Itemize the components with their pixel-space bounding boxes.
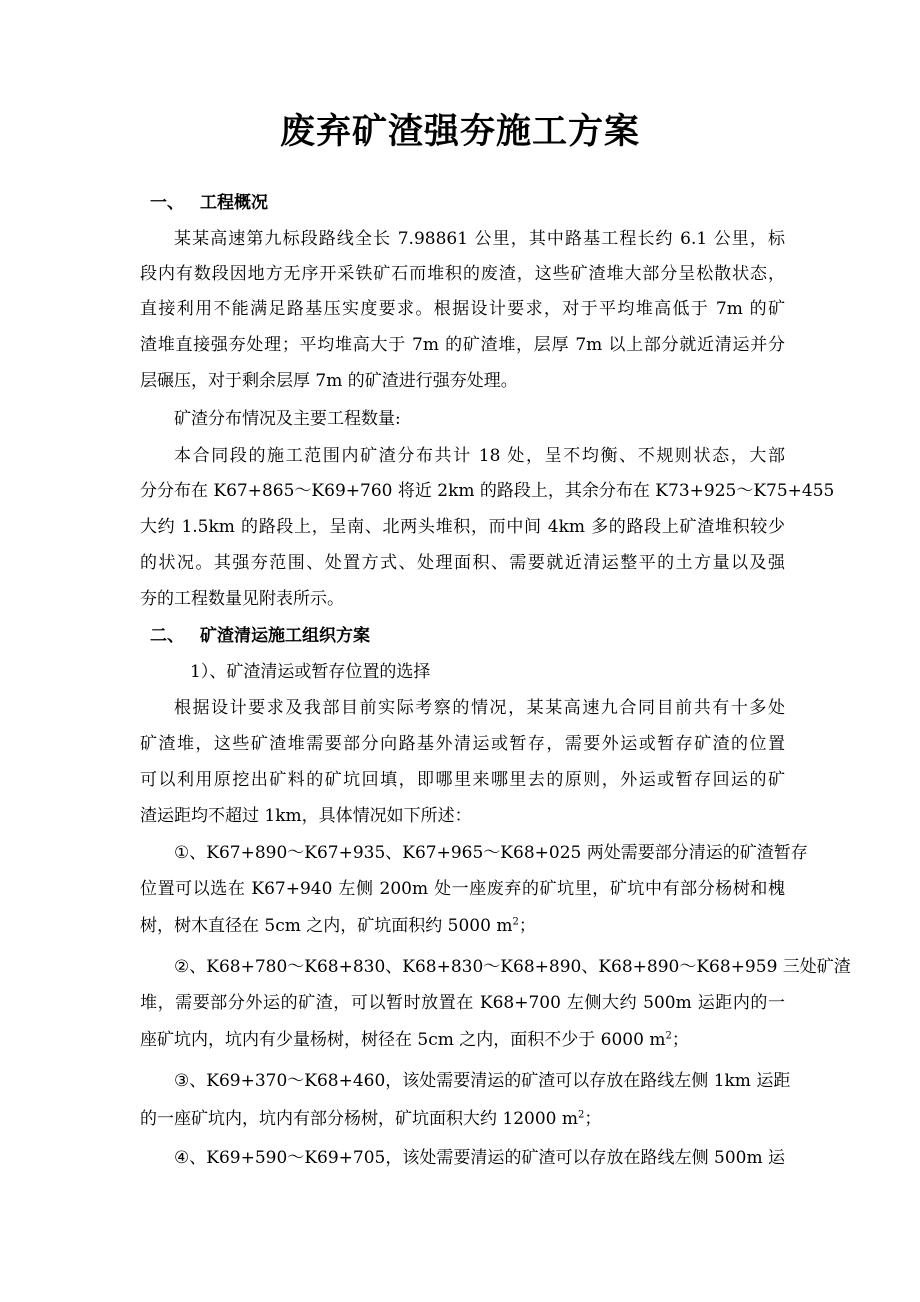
paragraph-line: ①、K67+890～K67+935、K67+965～K68+025 两处需要部分清运的矿渣暂存 xyxy=(174,843,808,863)
paragraph-line: ③、K69+370～K68+460，该处需要清运的矿渣可以存放在路线左侧 1km 运距 xyxy=(174,1071,791,1091)
paragraph-line: ②、K68+780～K68+830、K68+830～K68+890、K68+890～K68+959 三处矿渣 xyxy=(174,957,851,977)
section-number: 一、 xyxy=(150,193,184,213)
paragraph-line: 矿渣堆，这些矿渣堆需要部分向路基外清运或暂存，需要外运或暂存矿渣的位置 xyxy=(140,734,785,754)
section-number: 二、 xyxy=(150,626,184,646)
paragraph-line: 段内有数段因地方无序开采铁矿石而堆积的废渣，这些矿渣堆大部分呈松散状态， xyxy=(140,264,785,284)
paragraph-line: ④、K69+590～K69+705，该处需要清运的矿渣可以存放在路线左侧 500m 运 xyxy=(174,1148,785,1168)
paragraph-line: 可以利用原挖出矿料的矿坑回填，即哪里来哪里去的原则，外运或暂存回运的矿 xyxy=(140,770,785,790)
paragraph-line: 某某高速第九标段路线全长 7.98861 公里，其中路基工程长约 6.1 公里，标 xyxy=(174,229,785,249)
paragraph-line: 渣运距均不超过 1km，具体情况如下所述： xyxy=(140,806,472,826)
section-label: 工程概况 xyxy=(200,193,268,213)
paragraph-line: 矿渣分布情况及主要工程数量: xyxy=(174,409,401,429)
paragraph-line xyxy=(140,1104,785,1129)
paragraph-line: 大约 1.5km 的路段上，呈南、北两头堆积，而中间 4km 多的路段上矿渣堆积较少 xyxy=(140,517,785,537)
line-text: ； xyxy=(671,1030,689,1050)
line-text: 树，树木直径在 5cm 之内，矿坑面积约 5000 m xyxy=(140,916,513,936)
document-title: 废弃矿渣强夯施工方案 xyxy=(279,111,640,152)
paragraph-line: 层碾压，对于剩余层厚 7m 的矿渣进行强夯处理。 xyxy=(140,371,518,391)
line-text: ； xyxy=(584,1109,602,1129)
paragraph-line: 位置可以选在 K67+940 左侧 200m 处一座废弃的矿坑里，矿坑中有部分杨树和槐 xyxy=(140,879,785,899)
line-text: 座矿坑内，坑内有少量杨树，树径在 5cm 之内，面积不少于 6000 m xyxy=(140,1030,666,1050)
superscript: 2 xyxy=(578,1109,585,1121)
superscript: 2 xyxy=(512,916,519,928)
superscript: 2 xyxy=(665,1030,672,1042)
paragraph-line: 分分布在 K67+865～K69+760 将近 2km 的路段上，其余分布在 K73+925～K75+455 xyxy=(140,481,835,501)
paragraph-line xyxy=(140,911,785,936)
line-text: 的一座矿坑内，坑内有部分杨树，矿坑面积大约 12000 m xyxy=(140,1109,579,1129)
paragraph-line: 本合同段的施工范围内矿渣分布共计 18 处，呈不均衡、不规则状态，大部 xyxy=(174,446,785,466)
paragraph-line xyxy=(140,1025,785,1050)
paragraph-line: 渣堆直接强夯处理；平均堆高大于 7m 的矿渣堆，层厚 7m 以上部分就近清运并分 xyxy=(140,335,785,355)
subsection-heading: 1）、矿渣清运或暂存位置的选择 xyxy=(190,662,431,682)
line-text: ； xyxy=(518,916,536,936)
paragraph-line: 堆，需要部分外运的矿渣，可以暂时放置在 K68+700 左侧大约 500m 运距内的一 xyxy=(140,993,785,1013)
paragraph-line: 夯的工程数量见附表所示。 xyxy=(140,589,344,609)
paragraph-line: 直接利用不能满足路基压实度要求。根据设计要求，对于平均堆高低于 7m 的矿 xyxy=(140,299,785,319)
section-label: 矿渣清运施工组织方案 xyxy=(200,626,370,646)
paragraph-line: 根据设计要求及我部目前实际考察的情况，某某高速九合同目前共有十多处 xyxy=(174,698,785,718)
section-heading-overview xyxy=(150,188,268,213)
paragraph-line: 的状况。其强夯范围、处置方式、处理面积、需要就近清运整平的土方量以及强 xyxy=(140,553,785,573)
section-heading-plan xyxy=(150,621,370,646)
